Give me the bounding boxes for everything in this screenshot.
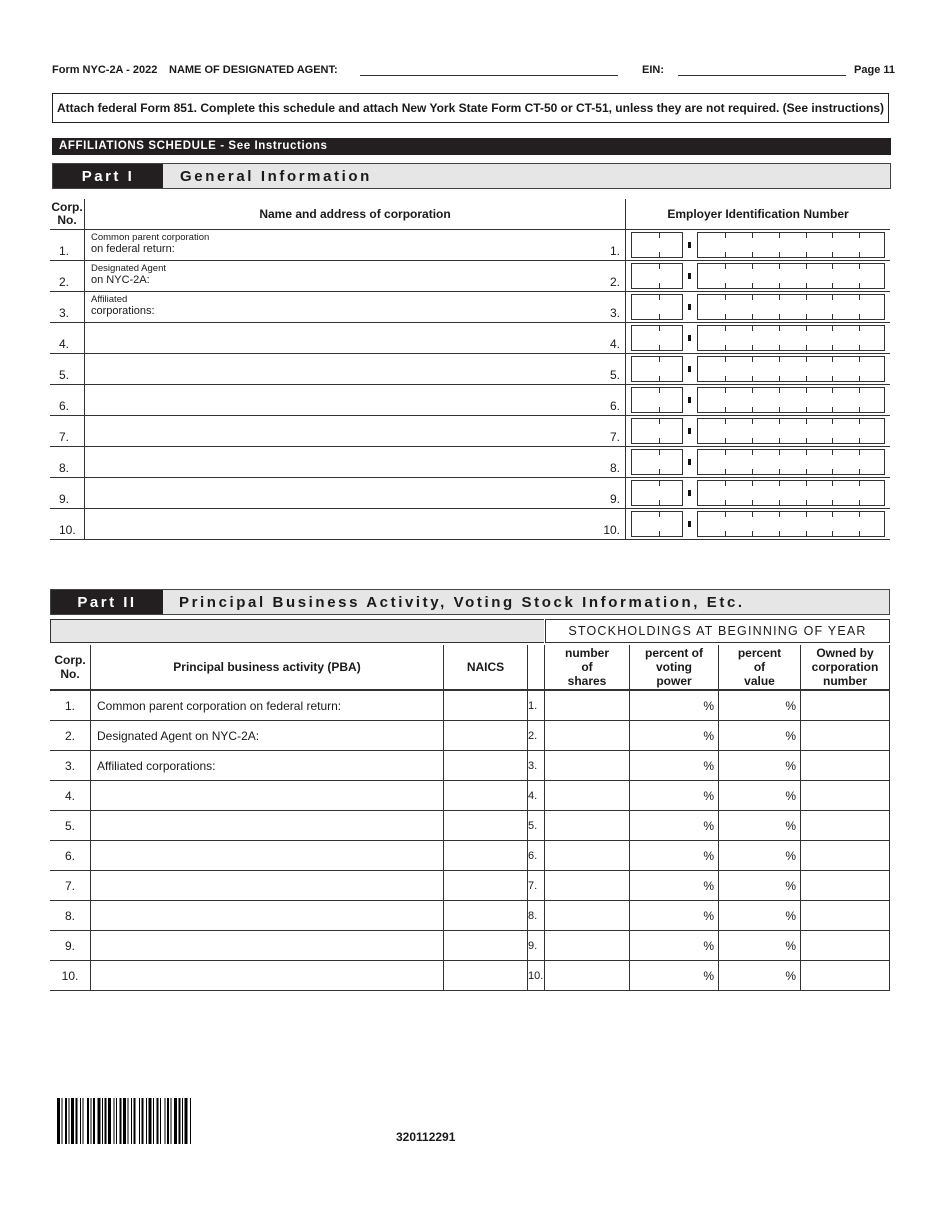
shares-field[interactable] bbox=[545, 961, 630, 991]
ein-suffix-field[interactable] bbox=[697, 480, 885, 506]
part2-title: Principal Business Activity, Voting Stock Information, Etc. bbox=[179, 593, 745, 611]
ein-prefix-field[interactable] bbox=[631, 356, 683, 382]
naics-field[interactable] bbox=[444, 841, 528, 871]
value-percent-field[interactable]: % bbox=[719, 931, 801, 961]
pba-field[interactable] bbox=[91, 871, 444, 901]
voting-power-field[interactable]: % bbox=[630, 721, 719, 751]
page-number: Page 11 bbox=[854, 64, 895, 76]
corp-name-field[interactable]: Affiliated corporations: 3. bbox=[85, 292, 626, 323]
value-percent-field[interactable]: % bbox=[719, 961, 801, 991]
table-row bbox=[50, 385, 890, 416]
ein-cell bbox=[626, 323, 891, 354]
value-percent-field[interactable]: % bbox=[719, 690, 801, 721]
part1-label: Part I bbox=[53, 164, 163, 188]
table-row bbox=[50, 901, 890, 931]
value-header: percent of value bbox=[719, 645, 801, 690]
corp-number: 1. bbox=[50, 230, 85, 261]
owned-by-field[interactable] bbox=[801, 931, 890, 961]
shares-field[interactable] bbox=[545, 781, 630, 811]
owned-by-field[interactable] bbox=[801, 871, 890, 901]
ein-dash bbox=[688, 521, 691, 527]
pba-field[interactable] bbox=[91, 931, 444, 961]
value-percent-field[interactable]: % bbox=[719, 871, 801, 901]
naics-field[interactable] bbox=[444, 811, 528, 841]
part1-bar bbox=[52, 163, 891, 189]
ein-suffix-field[interactable] bbox=[697, 356, 885, 382]
ein-prefix-field[interactable] bbox=[631, 511, 683, 537]
corp-number: 4. bbox=[50, 781, 91, 811]
corp-number: 2. bbox=[50, 261, 85, 292]
corp-name-field[interactable]: 7. bbox=[85, 416, 626, 447]
part2-table bbox=[50, 645, 890, 991]
agent-name-field[interactable] bbox=[360, 75, 618, 76]
part2-bar bbox=[50, 589, 890, 615]
table-row bbox=[50, 447, 890, 478]
corp-number: 10. bbox=[50, 509, 85, 540]
ein-prefix-field[interactable] bbox=[631, 294, 683, 320]
ein-label: EIN: bbox=[642, 64, 664, 76]
line-number-header bbox=[528, 645, 545, 690]
shares-header: number of shares bbox=[545, 645, 630, 690]
ein-prefix-field[interactable] bbox=[631, 418, 683, 444]
naics-field[interactable] bbox=[444, 931, 528, 961]
shares-field[interactable] bbox=[545, 931, 630, 961]
ein-prefix-field[interactable] bbox=[631, 480, 683, 506]
corp-name-field[interactable]: 4. bbox=[85, 323, 626, 354]
shares-field[interactable] bbox=[545, 690, 630, 721]
ein-cell bbox=[626, 447, 891, 478]
part2-label: Part II bbox=[51, 590, 163, 614]
table-row bbox=[50, 323, 890, 354]
attach-note: Attach federal Form 851. Complete this schedule and attach New York State Form CT-50 or CT-51, unless they are not required. (See instructions) bbox=[52, 93, 889, 123]
owned-by-field[interactable] bbox=[801, 811, 890, 841]
ein-cell bbox=[626, 230, 891, 261]
naics-field[interactable] bbox=[444, 751, 528, 781]
owned-by-header: Owned by corporation number bbox=[801, 645, 890, 690]
corp-number: 9. bbox=[50, 931, 91, 961]
line-number: 8. bbox=[528, 901, 545, 931]
stockholdings-header: STOCKHOLDINGS AT BEGINNING OF YEAR bbox=[545, 619, 890, 643]
ein-suffix-field[interactable] bbox=[697, 511, 885, 537]
corp-number: 6. bbox=[50, 841, 91, 871]
ein-dash bbox=[688, 242, 691, 248]
corp-number: 2. bbox=[50, 721, 91, 751]
table-row bbox=[50, 841, 890, 871]
ein-suffix-field[interactable] bbox=[697, 263, 885, 289]
shares-field[interactable] bbox=[545, 901, 630, 931]
form-label: Form NYC-2A - 2022 bbox=[52, 64, 158, 76]
corp-name-field[interactable]: Designated Agent on NYC-2A: 2. bbox=[85, 261, 626, 292]
owned-by-field[interactable] bbox=[801, 961, 890, 991]
voting-power-header: percent of voting power bbox=[630, 645, 719, 690]
ein-cell bbox=[626, 509, 891, 540]
corp-number: 6. bbox=[50, 385, 85, 416]
table-row bbox=[50, 751, 890, 781]
line-number: 7. bbox=[528, 871, 545, 901]
ein-suffix-field[interactable] bbox=[697, 387, 885, 413]
table-row bbox=[50, 478, 890, 509]
corp-name-field[interactable]: 10. bbox=[85, 509, 626, 540]
voting-power-field[interactable]: % bbox=[630, 781, 719, 811]
voting-power-field[interactable]: % bbox=[630, 841, 719, 871]
voting-power-field[interactable]: % bbox=[630, 690, 719, 721]
pba-field[interactable] bbox=[91, 811, 444, 841]
ein-suffix-field[interactable] bbox=[697, 449, 885, 475]
corp-number: 8. bbox=[50, 447, 85, 478]
naics-field[interactable] bbox=[444, 721, 528, 751]
owned-by-field[interactable] bbox=[801, 901, 890, 931]
value-percent-field[interactable]: % bbox=[719, 811, 801, 841]
pba-field[interactable] bbox=[91, 901, 444, 931]
table-row bbox=[50, 354, 890, 385]
ein-header: Employer Identification Number bbox=[626, 199, 891, 230]
corp-number: 5. bbox=[50, 354, 85, 385]
ein-dash bbox=[688, 459, 691, 465]
ein-prefix-field[interactable] bbox=[631, 449, 683, 475]
corp-name-field[interactable]: 6. bbox=[85, 385, 626, 416]
value-percent-field[interactable]: % bbox=[719, 841, 801, 871]
barcode bbox=[57, 1098, 289, 1144]
page-header bbox=[52, 62, 895, 80]
value-percent-field[interactable]: % bbox=[719, 901, 801, 931]
ein-cell bbox=[626, 478, 891, 509]
table-row bbox=[50, 230, 890, 261]
corp-number: 10. bbox=[50, 961, 91, 991]
corp-number: 9. bbox=[50, 478, 85, 509]
part1-title: General Information bbox=[180, 167, 372, 185]
corp-number: 3. bbox=[50, 751, 91, 781]
pba-field[interactable] bbox=[91, 841, 444, 871]
line-number: 10. bbox=[528, 961, 545, 991]
owned-by-field[interactable] bbox=[801, 751, 890, 781]
ein-suffix-field[interactable] bbox=[697, 418, 885, 444]
pba-field[interactable] bbox=[91, 961, 444, 991]
line-number: 2. bbox=[528, 721, 545, 751]
table-row bbox=[50, 261, 890, 292]
corp-name-field[interactable]: 5. bbox=[85, 354, 626, 385]
ein-prefix-field[interactable] bbox=[631, 232, 683, 258]
line-number: 1. bbox=[528, 690, 545, 721]
ein-prefix-field[interactable] bbox=[631, 263, 683, 289]
ein-dash bbox=[688, 273, 691, 279]
table-row bbox=[50, 690, 890, 721]
pba-header: Principal business activity (PBA) bbox=[91, 645, 444, 690]
ein-field[interactable] bbox=[678, 75, 846, 76]
voting-power-field[interactable]: % bbox=[630, 811, 719, 841]
owned-by-field[interactable] bbox=[801, 721, 890, 751]
table-row bbox=[50, 811, 890, 841]
pba-field[interactable]: Designated Agent on NYC-2A: bbox=[91, 721, 444, 751]
naics-field[interactable] bbox=[444, 961, 528, 991]
voting-power-field[interactable]: % bbox=[630, 751, 719, 781]
ein-dash bbox=[688, 335, 691, 341]
pba-field[interactable]: Common parent corporation on federal return: bbox=[91, 690, 444, 721]
agent-label: NAME OF DESIGNATED AGENT: bbox=[169, 64, 338, 76]
name-address-header: Name and address of corporation bbox=[85, 199, 626, 230]
voting-power-field[interactable]: % bbox=[630, 901, 719, 931]
corp-name-field[interactable]: 9. bbox=[85, 478, 626, 509]
pba-field[interactable]: Affiliated corporations: bbox=[91, 751, 444, 781]
shaded-header-cell bbox=[50, 619, 544, 643]
shares-field[interactable] bbox=[545, 841, 630, 871]
ein-dash bbox=[688, 490, 691, 496]
ein-cell bbox=[626, 354, 891, 385]
corp-number: 8. bbox=[50, 901, 91, 931]
naics-field[interactable] bbox=[444, 690, 528, 721]
corp-number: 1. bbox=[50, 690, 91, 721]
voting-power-field[interactable]: % bbox=[630, 961, 719, 991]
form-number: 320112291 bbox=[396, 1130, 456, 1144]
value-percent-field[interactable]: % bbox=[719, 751, 801, 781]
line-number: 4. bbox=[528, 781, 545, 811]
ein-suffix-field[interactable] bbox=[697, 325, 885, 351]
value-percent-field[interactable]: % bbox=[719, 721, 801, 751]
table-row bbox=[50, 931, 890, 961]
ein-cell bbox=[626, 416, 891, 447]
naics-field[interactable] bbox=[444, 781, 528, 811]
stockholdings-header-row bbox=[50, 619, 890, 643]
ein-dash bbox=[688, 428, 691, 434]
ein-cell bbox=[626, 385, 891, 416]
ein-dash bbox=[688, 304, 691, 310]
table-row bbox=[50, 961, 890, 991]
owned-by-field[interactable] bbox=[801, 841, 890, 871]
corp-name-field[interactable]: 8. bbox=[85, 447, 626, 478]
ein-prefix-field[interactable] bbox=[631, 325, 683, 351]
voting-power-field[interactable]: % bbox=[630, 931, 719, 961]
corp-number: 4. bbox=[50, 323, 85, 354]
table-row bbox=[50, 416, 890, 447]
table-row bbox=[50, 781, 890, 811]
ein-dash bbox=[688, 366, 691, 372]
table-row bbox=[50, 292, 890, 323]
naics-field[interactable] bbox=[444, 871, 528, 901]
corp-number: 3. bbox=[50, 292, 85, 323]
corp-name-field[interactable]: Common parent corporation on federal return: 1. bbox=[85, 230, 626, 261]
shares-field[interactable] bbox=[545, 871, 630, 901]
owned-by-field[interactable] bbox=[801, 781, 890, 811]
table-row bbox=[50, 721, 890, 751]
line-number: 3. bbox=[528, 751, 545, 781]
line-number: 6. bbox=[528, 841, 545, 871]
ein-prefix-field[interactable] bbox=[631, 387, 683, 413]
ein-dash bbox=[688, 397, 691, 403]
shares-field[interactable] bbox=[545, 811, 630, 841]
naics-header: NAICS bbox=[444, 645, 528, 690]
schedule-banner: AFFILIATIONS SCHEDULE - See Instructions bbox=[52, 138, 891, 155]
line-number: 5. bbox=[528, 811, 545, 841]
part1-table bbox=[50, 199, 890, 540]
voting-power-field[interactable]: % bbox=[630, 871, 719, 901]
ein-cell bbox=[626, 292, 891, 323]
value-percent-field[interactable]: % bbox=[719, 781, 801, 811]
owned-by-field[interactable] bbox=[801, 690, 890, 721]
line-number: 9. bbox=[528, 931, 545, 961]
shares-field[interactable] bbox=[545, 721, 630, 751]
naics-field[interactable] bbox=[444, 901, 528, 931]
corp-number: 7. bbox=[50, 871, 91, 901]
corp-number: 7. bbox=[50, 416, 85, 447]
ein-cell bbox=[626, 261, 891, 292]
corp-number: 5. bbox=[50, 811, 91, 841]
table-row bbox=[50, 509, 890, 540]
corp-no-header: Corp. No. bbox=[50, 199, 85, 230]
corp-no-header: Corp. No. bbox=[50, 645, 91, 690]
ein-suffix-field[interactable] bbox=[697, 294, 885, 320]
ein-suffix-field[interactable] bbox=[697, 232, 885, 258]
shares-field[interactable] bbox=[545, 751, 630, 781]
pba-field[interactable] bbox=[91, 781, 444, 811]
table-row bbox=[50, 871, 890, 901]
